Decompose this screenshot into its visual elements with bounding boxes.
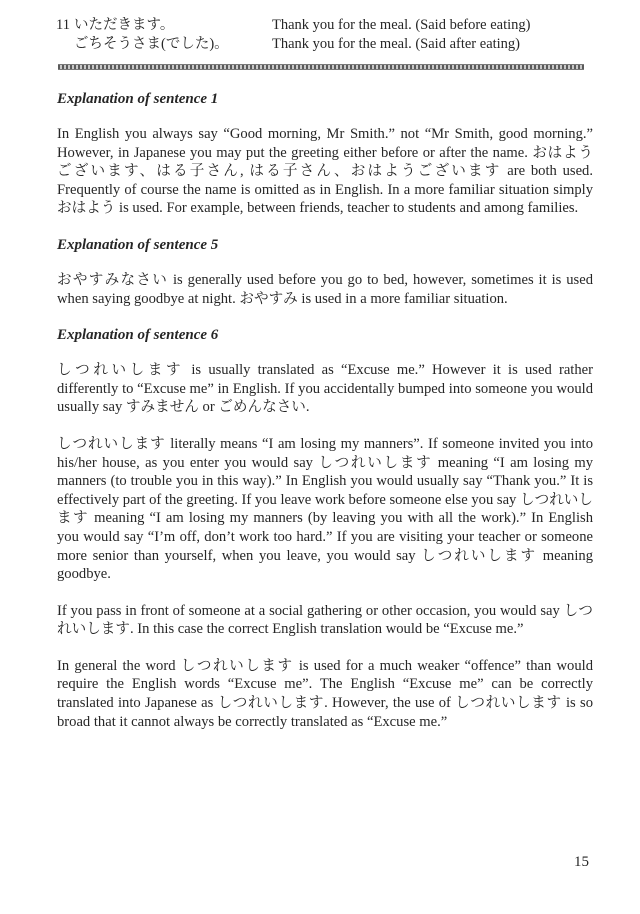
- section-heading: Explanation of sentence 5: [57, 236, 219, 253]
- vocab-number: [56, 35, 74, 54]
- vocab-japanese: いただきます。: [74, 17, 175, 33]
- vocab-english: Thank you for the meal. (Said before eating): [272, 17, 531, 33]
- paragraph: If you pass in front of someone at a social gathering or other occasion, you would say しつれいします. In this case the correct English translation would be “Excuse me.”: [57, 602, 593, 638]
- vocabulary-list: [56, 16, 586, 54]
- section-divider: [58, 64, 584, 70]
- paragraph: In general the word しつれいします is used for a much weaker “offence” than would require the English words “Excuse me”. The English “Excuse me” can be correctly translated into Japanese as しつれいします. However, the use of しつれいします is so broad that it cannot always be correctly translated as “Excuse me.”: [57, 657, 593, 730]
- vocab-japanese: ごちそうさま(でした)。: [74, 36, 229, 52]
- vocab-english: Thank you for the meal. (Said after eating): [272, 36, 521, 52]
- explanations: [57, 90, 593, 731]
- paragraph: しつれいします is usually translated as “Excuse me.” However it is used rather differently to “Excuse me” in English. If you accidentally bumped into someone you would usually say すみません or ごめんなさい.: [57, 362, 593, 416]
- section-heading: Explanation of sentence 6: [57, 327, 219, 344]
- paragraph: おやすみなさい is generally used before you go to bed, however, sometimes it is used when saying goodbye at night. おやすみ is used in a more familiar situation.: [57, 271, 593, 307]
- vocab-item: [56, 35, 586, 54]
- paragraph: In English you always say “Good morning, Mr Smith.” not “Mr Smith, good morning.” However, in Japanese you may put the greeting either before or after the name. おはようございます、はる子さん, はる子さん、おはようございます are both used. Frequently of course the name is omitted as in English. In a more familiar situation simply おはよう is used. For example, between friends, teacher to students and among families.: [57, 126, 593, 217]
- vocab-item: [56, 16, 586, 35]
- page-number: 15: [574, 854, 589, 870]
- vocab-number: 11: [56, 17, 70, 33]
- section-heading: Explanation of sentence 1: [57, 91, 219, 107]
- paragraph: しつれいします literally means “I am losing my manners”. If someone invited you into his/her house, as you enter you would say しつれいします meaning “I am losing my manners (to trouble you in this way).” In English you would usually say “Thank you.” It is effectively part of the greeting. If you leave work before someone else you say しつれいします meaning “I am losing my manners (by leaving you with all the work).” In English you would say “I’m off, don’t work too hard.” If you are visiting your teacher or someone more senior than yourself, when you leave, you would say しつれいします meaning goodbye.: [57, 435, 593, 583]
